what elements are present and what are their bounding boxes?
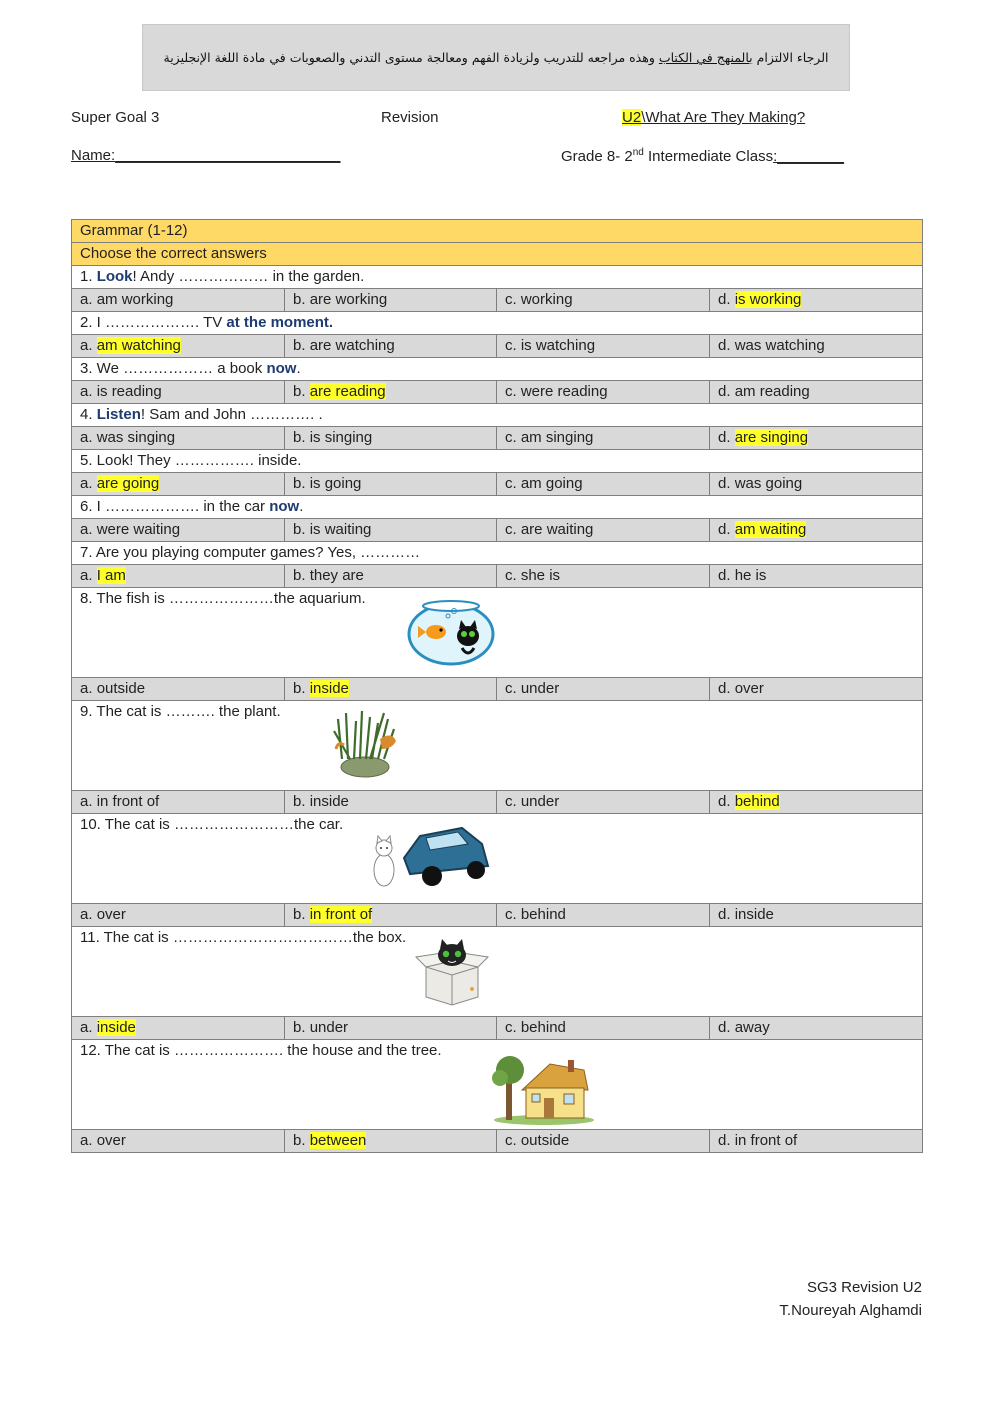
name-field[interactable]: Name:___________________________ bbox=[71, 147, 341, 164]
highlighted-answer: are reading bbox=[309, 383, 386, 400]
highlighted-answer: between bbox=[309, 1132, 367, 1149]
keyword: Listen bbox=[96, 406, 141, 423]
question-row bbox=[72, 588, 923, 678]
options-row bbox=[72, 791, 923, 814]
highlighted-answer: in front of bbox=[309, 906, 373, 923]
option-b[interactable]: b. is singing bbox=[285, 427, 497, 450]
keyword: now bbox=[266, 360, 297, 377]
option-c[interactable]: c. she is bbox=[497, 565, 710, 588]
option-c[interactable]: c. working bbox=[497, 289, 710, 312]
cat-behind-plant-illustration bbox=[330, 709, 400, 779]
question-text: 5. Look! They ……………. inside. bbox=[72, 450, 923, 473]
option-b[interactable]: b. are working bbox=[285, 289, 497, 312]
highlighted-answer: am waiting bbox=[734, 521, 807, 538]
highlighted-answer: I am bbox=[96, 567, 126, 584]
question-text: 6. I ………………. in the car now. bbox=[72, 496, 923, 519]
option-c[interactable]: c. under bbox=[497, 791, 710, 814]
option-d[interactable]: d. behind bbox=[710, 791, 923, 814]
unit-title: U2\What Are They Making? bbox=[622, 109, 806, 126]
option-c[interactable]: c. is watching bbox=[497, 335, 710, 358]
option-a[interactable]: a. were waiting bbox=[72, 519, 285, 542]
option-b[interactable]: b. between bbox=[285, 1130, 497, 1153]
keyword: now bbox=[269, 498, 300, 515]
question-row bbox=[72, 1040, 923, 1130]
question-row bbox=[72, 358, 923, 381]
section-instruction: Choose the correct answers bbox=[72, 243, 923, 266]
fishbowl-with-cat-illustration bbox=[406, 596, 496, 666]
option-a[interactable]: a. I am bbox=[72, 565, 285, 588]
option-d[interactable]: d. inside bbox=[710, 904, 923, 927]
option-b[interactable]: b. are reading bbox=[285, 381, 497, 404]
question-row bbox=[72, 496, 923, 519]
question-row bbox=[72, 312, 923, 335]
option-b[interactable]: b. under bbox=[285, 1017, 497, 1040]
option-a[interactable]: a. inside bbox=[72, 1017, 285, 1040]
option-c[interactable]: c. behind bbox=[497, 1017, 710, 1040]
option-c[interactable]: c. were reading bbox=[497, 381, 710, 404]
options-row bbox=[72, 381, 923, 404]
option-d[interactable]: d. away bbox=[710, 1017, 923, 1040]
grade-class-field: Grade 8- 2nd Intermediate Class:________ bbox=[561, 147, 844, 165]
option-c[interactable]: c. am singing bbox=[497, 427, 710, 450]
highlighted-answer: inside bbox=[96, 1019, 136, 1036]
keyword: at the moment. bbox=[226, 314, 334, 331]
highlighted-answer: inside bbox=[309, 680, 349, 697]
options-row bbox=[72, 473, 923, 496]
question-text: 7. Are you playing computer games? Yes, ………… bbox=[72, 542, 923, 565]
highlighted-answer: are singing bbox=[734, 429, 809, 446]
option-d[interactable]: d. was going bbox=[710, 473, 923, 496]
question-text: 11. The cat is ………………………………the box. bbox=[72, 927, 923, 1017]
question-row bbox=[72, 450, 923, 473]
option-d[interactable]: d. am waiting bbox=[710, 519, 923, 542]
option-b[interactable]: b. they are bbox=[285, 565, 497, 588]
option-c[interactable]: c. under bbox=[497, 678, 710, 701]
footer-doc-code: SG3 Revision U2 bbox=[806, 1279, 922, 1296]
highlighted-answer: behind bbox=[734, 793, 780, 810]
option-c[interactable]: c. are waiting bbox=[497, 519, 710, 542]
option-c[interactable]: c. behind bbox=[497, 904, 710, 927]
options-row bbox=[72, 1130, 923, 1153]
option-d[interactable]: d. is working bbox=[710, 289, 923, 312]
options-row bbox=[72, 427, 923, 450]
highlighted-answer: am watching bbox=[96, 337, 181, 354]
question-text: 8. The fish is …………………the aquarium. bbox=[72, 588, 923, 678]
options-row bbox=[72, 519, 923, 542]
options-row bbox=[72, 565, 923, 588]
section-title: Grammar (1-12) bbox=[72, 220, 923, 243]
question-text: 10. The cat is ……………………the car. bbox=[72, 814, 923, 904]
options-row bbox=[72, 289, 923, 312]
option-d[interactable]: d. he is bbox=[710, 565, 923, 588]
option-d[interactable]: d. was watching bbox=[710, 335, 923, 358]
highlighted-answer: are going bbox=[96, 475, 160, 492]
book-title: Super Goal 3 bbox=[71, 109, 160, 126]
question-text: 3. We ……………… a book now. bbox=[72, 358, 923, 381]
option-a[interactable]: a. outside bbox=[72, 678, 285, 701]
question-row bbox=[72, 701, 923, 791]
option-d[interactable]: d. in front of bbox=[710, 1130, 923, 1153]
question-row bbox=[72, 814, 923, 904]
grammar-table bbox=[71, 219, 923, 1153]
question-row bbox=[72, 927, 923, 1017]
worksheet-type: Revision bbox=[381, 109, 439, 126]
option-d[interactable]: d. over bbox=[710, 678, 923, 701]
options-row bbox=[72, 678, 923, 701]
option-c[interactable]: c. outside bbox=[497, 1130, 710, 1153]
banner-text: الرجاء الالتزام بالمنهج في الكتاب وهذه مراجعه للتدريب ولزيادة الفهم ومعالجة مستوى التدني والصعوبات في مادة اللغة الإنجليزية bbox=[163, 50, 829, 65]
option-a[interactable]: a. am working bbox=[72, 289, 285, 312]
footer-teacher: T.Noureyah Alghamdi bbox=[779, 1302, 922, 1319]
question-row bbox=[72, 404, 923, 427]
options-row bbox=[72, 904, 923, 927]
house-and-tree-illustration bbox=[492, 1054, 596, 1126]
highlighted-answer: is working bbox=[734, 291, 802, 308]
option-b[interactable]: b. is waiting bbox=[285, 519, 497, 542]
cat-in-front-of-car-illustration bbox=[370, 822, 492, 894]
question-text: 12. The cat is …………………. the house and the tree. bbox=[72, 1040, 923, 1130]
question-row bbox=[72, 266, 923, 289]
cat-in-box-illustration bbox=[412, 939, 492, 1007]
option-a[interactable]: a. over bbox=[72, 904, 285, 927]
keyword: Look bbox=[96, 268, 133, 285]
option-b[interactable]: b. is going bbox=[285, 473, 497, 496]
option-d[interactable]: d. are singing bbox=[710, 427, 923, 450]
question-text: 9. The cat is ………. the plant. bbox=[72, 701, 923, 791]
option-b[interactable]: b. inside bbox=[285, 791, 497, 814]
option-b[interactable]: b. in front of bbox=[285, 904, 497, 927]
question-text: 4. Listen! Sam and John …………. . bbox=[72, 404, 923, 427]
option-a[interactable]: a. am watching bbox=[72, 335, 285, 358]
option-a[interactable]: a. in front of bbox=[72, 791, 285, 814]
instruction-banner bbox=[142, 24, 850, 91]
option-b[interactable]: b. inside bbox=[285, 678, 497, 701]
option-a[interactable]: a. is reading bbox=[72, 381, 285, 404]
option-b[interactable]: b. are watching bbox=[285, 335, 497, 358]
options-row bbox=[72, 335, 923, 358]
option-c[interactable]: c. am going bbox=[497, 473, 710, 496]
options-row bbox=[72, 1017, 923, 1040]
question-row bbox=[72, 542, 923, 565]
option-a[interactable]: a. are going bbox=[72, 473, 285, 496]
option-a[interactable]: a. was singing bbox=[72, 427, 285, 450]
option-d[interactable]: d. am reading bbox=[710, 381, 923, 404]
question-text: 2. I ………………. TV at the moment. bbox=[72, 312, 923, 335]
question-text: 1. Look! Andy ……………… in the garden. bbox=[72, 266, 923, 289]
option-a[interactable]: a. over bbox=[72, 1130, 285, 1153]
